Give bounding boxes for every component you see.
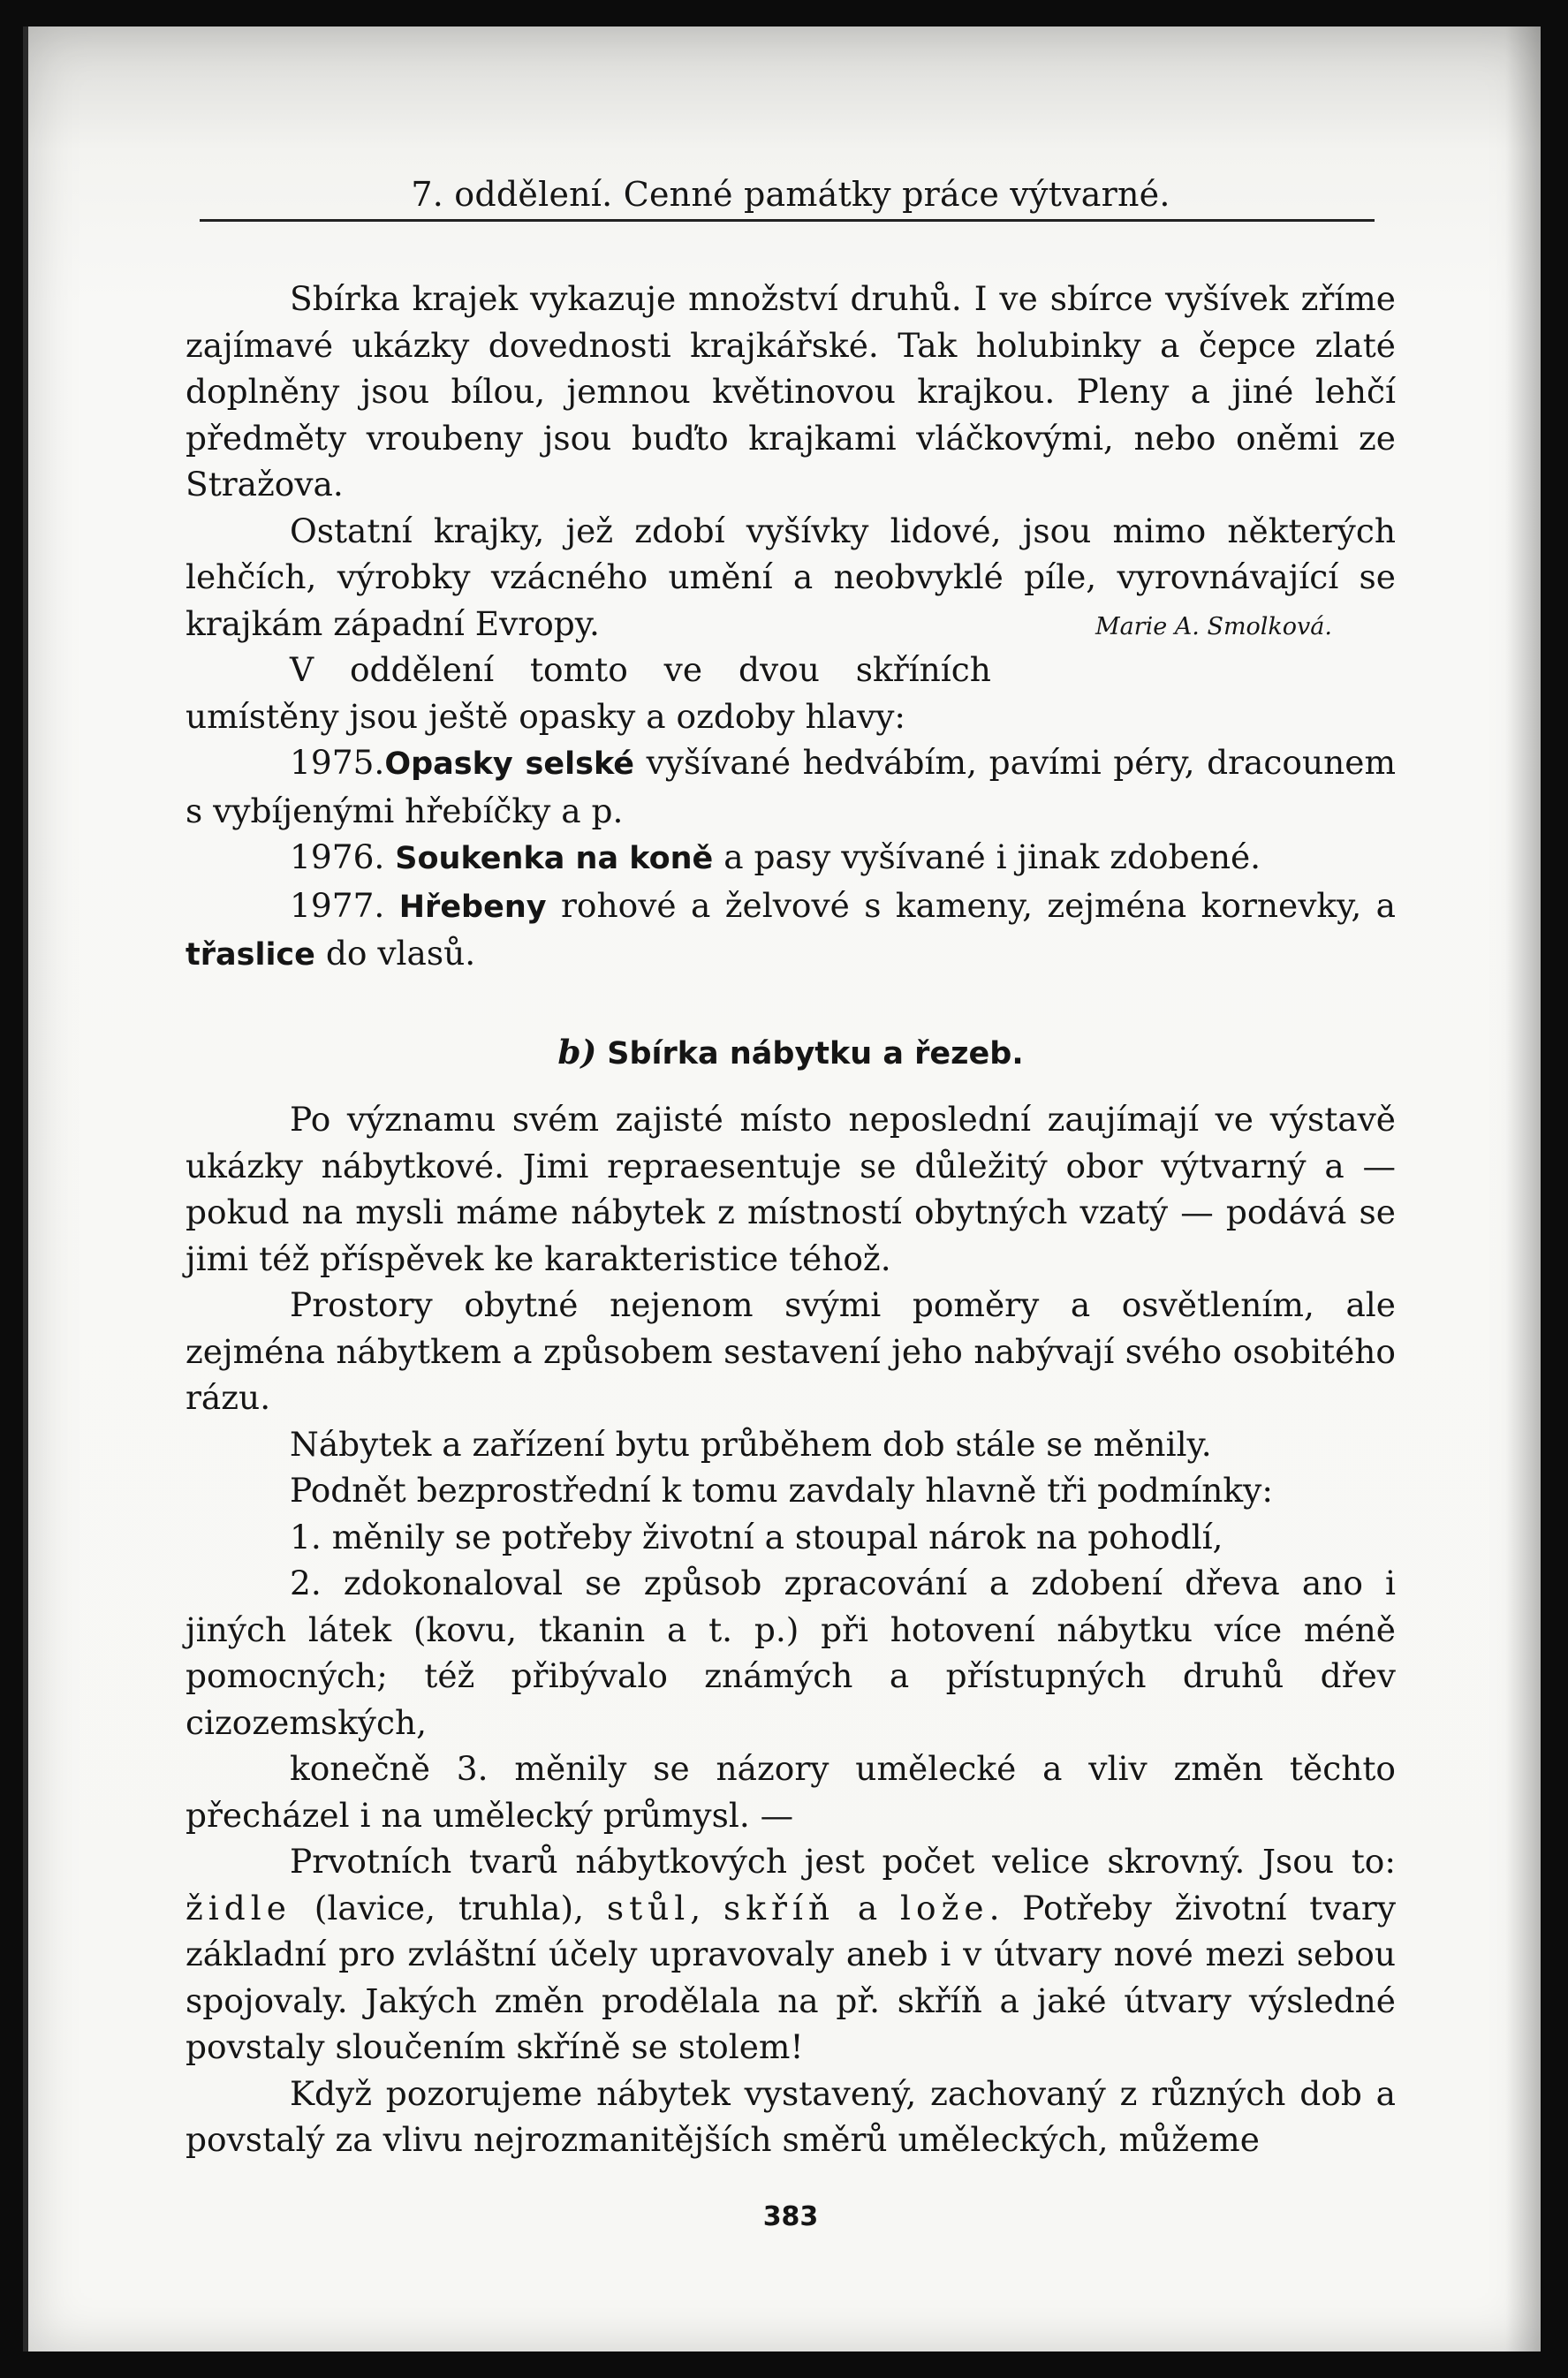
paragraph-living-spaces: Prostory obytné nejenom svými poměry a osvětlením, ale zejména nábytkem a způsobem sestavení jeho nabývají svého osobitého rázu. [186,1285,1396,1417]
text-run: . Potřeby životní tvary základní pro zvláštní účely upravovaly aneb i v útvary nové mezi sebou spojovaly. Jakých změn prodělala na př. skříň a jaké útvary výsledné povstaly sloučením skříně se stolem! [186,1888,1397,2066]
text-run: a [835,1888,901,1927]
catalog-item-title: Hřebeny [398,889,547,925]
catalog-item-text: a pasy vyšívané i jinak zdobené. [713,837,1261,876]
paragraph-three-conditions: Podnět bezprostřední k tomu zavdaly hlavně tři podmínky: [290,1471,1273,1510]
section-gap-small [186,1077,1396,1096]
paragraph-observation: Když pozorujeme nábytek vystavený, zachovaný z různých dob a povstalý za vlivu nejrozmanitějších směrů uměleckých, můžeme [186,2073,1396,2159]
paragraph-other-laces-text: Ostatní krajky, jež zdobí vyšívky lidové, jsou mimo některých lehčích, výrobky vzácného umění a neobvyklé píle, vyrovnávající se krajkám západní Evropy. [186,511,1396,643]
section-letter: b) [557,1032,597,1072]
spaced-word: stůl [606,1888,691,1927]
paragraph-lace-collection: Sbírka krajek vykazuje množství druhů. I ve sbírce vyšívek zříme zajímavé ukázky dovednosti krajkářské. Tak holubinky a čepce zlaté doplněny jsou bílou, jemnou květinovou krajkou. Pleny a jiné lehčí předměty vroubeny jsou buďto krajkami vláčkovými, nebo oněmi ze Stražova. [186,279,1396,504]
catalog-item-title: Soukenka na koně [395,841,714,876]
author-signature: Marie A. Smolková. [1095,612,1332,640]
spaced-word: židle [186,1888,292,1927]
section-gap [186,979,1396,1029]
running-header: 7. oddělení. Cenné památky práce výtvarné. [411,175,1170,214]
catalog-item-text-2: do vlasů. [314,934,476,973]
catalog-number: 1975. [290,743,385,782]
section-title: Sbírka nábytku a řezeb. [607,1035,1024,1072]
page-sheet [23,27,1541,2351]
header-rule [200,219,1375,222]
page-number: 383 [762,2201,819,2232]
catalog-item-text: rohové a želvové s kameny, zejména kornevky, a [546,885,1397,925]
paragraph-furniture-significance: Po významu svém zajisté místo neposlední zaujímají ve výstavě ukázky nábytkové. Jimi repraesentuje se důležitý obor výtvarný a — pokud na mysli máme nábytek z místností obytných vzatý — podává se jimi též příspěvek ke karakteristice téhož. [186,1100,1396,1278]
catalog-item-1975 [186,739,1396,834]
spaced-word: lože [900,1888,989,1927]
catalog-item-title: Opasky selské [384,746,635,782]
text-run: , [690,1888,724,1927]
spaced-word: skříň [723,1888,836,1927]
catalog-item-1977 [186,882,1396,979]
catalog-item-title-2: třaslice [186,937,315,973]
text-run: Prvotních tvarů nábytkových jest počet velice skrovný. Jsou to: [290,1842,1396,1881]
text-run: (lavice, truhla), [291,1888,607,1927]
catalog-item-text: vyšívané hedvábím, pavími péry, dracounem s vybíjenými hřebíčky a p. [186,743,1397,830]
paragraph-condition-2: 2. zdokonaloval se způsob zpracování a zdobení dřeva ano i jiných látek (kovu, tkanin a t. p.) při hotovení nábytku více méně pomocných; též přibývalo známých a přístupných druhů dřev cizozemských, [186,1564,1396,1742]
catalog-item-1976 [186,834,1396,882]
paragraph-condition-1: 1. měnily se potřeby životní a stoupal nárok na pohodlí, [290,1517,1223,1556]
catalog-number: 1976. [290,837,385,876]
section-heading [186,1029,1396,1078]
paragraph-other-laces [186,508,1396,648]
paragraph-furniture-changes: Nábytek a zařízení bytu průběhem dob stále se měnily. [290,1424,1212,1464]
paragraph-condition-3: konečně 3. měnily se názory umělecké a vliv změn těchto přecházel i na umělecký průmysl. — [186,1749,1396,1835]
page-body [186,276,1396,2163]
paragraph-belts-intro: V oddělení tomto ve dvou skříních umístěny jsou ještě opasky a ozdoby hlavy: [186,650,991,736]
paragraph-primary-forms [186,1838,1396,2071]
catalog-number: 1977. [290,885,385,925]
